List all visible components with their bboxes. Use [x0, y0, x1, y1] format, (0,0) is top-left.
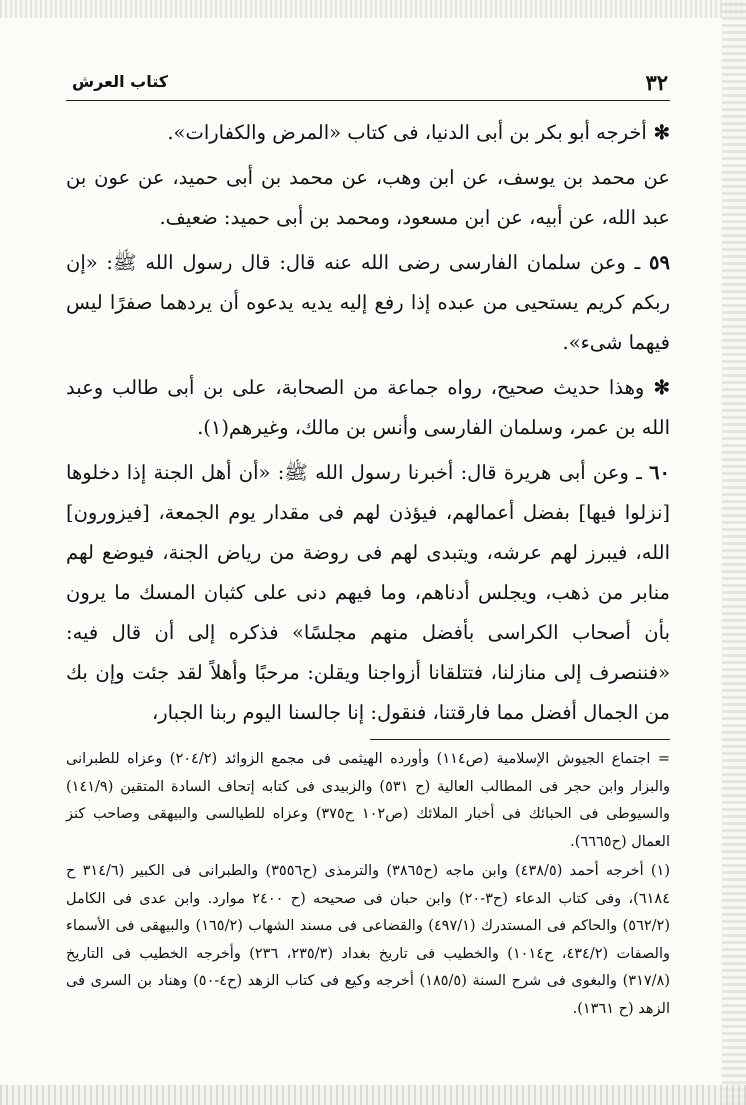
paragraph-text: وهذا حديث صحيح، رواه جماعة من الصحابة، على بن أبى طالب وعبد الله بن عمر، وسلمان الفارسى وأنس بن مالك، وغيرهم(١).	[66, 376, 670, 439]
book-title: كتاب العرش	[72, 72, 169, 91]
hadith-number: ٦٠	[649, 461, 671, 484]
hadith-60	[66, 453, 670, 733]
paragraph-takhrij	[66, 113, 670, 153]
page-number: ٣٢	[645, 70, 668, 95]
hadith-text: ـ وعن سلمان الفارسى رضى الله عنه قال: قال رسول الله ﷺ: «إن ربكم كريم يستحيى من عبده إذا رفع إليه يديه يدعوه أن يردهما صفرًا ليس فيهما شىء».	[66, 251, 670, 354]
footnote-separator	[370, 739, 670, 740]
running-header	[66, 60, 670, 98]
scan-edge-top	[0, 0, 746, 18]
header-rule	[66, 100, 670, 101]
asterisk-icon: ✻	[646, 121, 670, 144]
footnote-1: (١) أخرجه أحمد (٤٣٨/٥) وابن ماجه (ح٣٨٦٥) والترمذى (ح٣٥٥٦) والطبرانى فى الكبير (٣١٤/٦ ح ٦١٨٤)، وفى كتاب الدعاء (ح٣-٢٠) وابن حبان فى صحيحه (ح ٢٤٠٠ موارد. وابن عدى فى الكامل (٥٦٢/٢) والحاكم فى المستدرك (٤٩٧/١) والقضاعى فى مسند الشهاب (١٦٥/٢) والبيهقى فى الأسماء والصفات (٤٣٤/٢، ح١٠١٤) والخطيب فى تاريخ بغداد (٢٣٥/٣، ٢٣٦) وأخرجه الخطيب فى التاريخ (٣١٧/٨) والبغوى فى شرح السنة (١٨٥/٥) أخرجه وكيع فى كتاب الزهد (ح٤-٥٠) وهناد بن السرى فى الزهد (ح ١٣٦١).	[66, 863, 671, 1017]
paragraph-text: أخرجه أبو بكر بن أبى الدنيا، فى كتاب «المرض والكفارات».	[167, 121, 647, 144]
asterisk-icon: ✻	[644, 376, 670, 399]
hadith-number: ٥٩	[649, 251, 670, 274]
hadith-text: ـ وعن أبى هريرة قال: أخبرنا رسول الله ﷺ: «أن أهل الجنة إذا دخلوها [نزلوا فيها] بفضل أعمالهم، فيؤذن لهم فى مقدار يوم الجمعة، [فيزورون] الله، فيبرز لهم عرشه، ويتبدى لهم فى روضة من رياض الجنة، فيوضع لهم منابر من ذهب، ويجلس أدناهم، وما فيهم دنى على كثبان المسك ما يرون بأن أصحاب الكراسى بأفضل منهم مجلسًا» فذكره إلى أن قال فيه: «فننصرف إلى منازلنا، فتتلقانا أزواجنا ويقلن: مرحبًا وأهلاً لقد جئت وإن بك من الجمال أفضل مما فارقتنا، فنقول: إنا جالسنا اليوم ربنا الجبار،	[66, 461, 670, 724]
footnotes	[66, 746, 670, 1023]
footnote-continuation: = اجتماع الجيوش الإسلامية (ص١١٤) وأورده الهيثمى فى مجمع الزوائد (٢٠٤/٢) وعزاه للطبرانى والبزار وابن حجر فى المطالب العالية (ح ٥٣١) والزبيدى فى كتابه إتحاف السادة المتقين (١٤١/٩) والسيوطى فى الحبائك فى أخبار الملائك (ص١٠٢ ح٣٧٥) وعزاه للطيالسى والبيهقى وصاحب كنز العمال (ح٦٦٦٥).	[66, 751, 671, 850]
book-page	[66, 60, 670, 1060]
paragraph-isnad: عن محمد بن يوسف، عن ابن وهب، عن محمد بن أبى حميد، عن عون بن عبد الله، عن أبيه، عن ابن مسعود، ومحمد بن أبى حميد: ضعيف.	[66, 166, 670, 229]
hadith-59	[66, 243, 670, 363]
paragraph-comment	[66, 368, 670, 448]
scan-edge-bottom	[0, 1085, 746, 1105]
main-text	[66, 113, 670, 733]
scan-edge-right	[722, 0, 746, 1105]
